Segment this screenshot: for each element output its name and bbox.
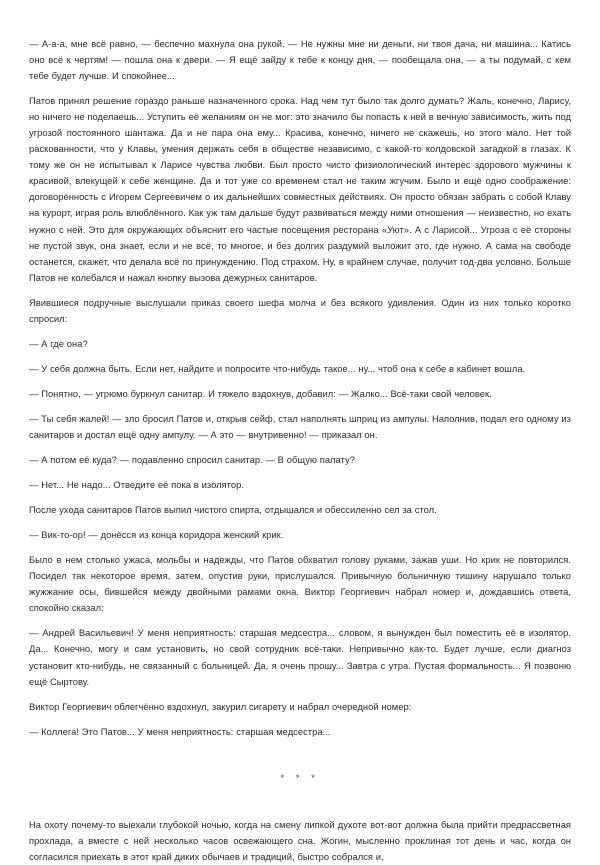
- body-text-column: [29, 36, 571, 865]
- paragraph: — Понятно, — угрюмо буркнул санитар. И тяжело вздохнув, добавил: — Жалко... Всё-таки свой человек.: [29, 387, 492, 399]
- paragraph: Патов принял решение гораздо раньше назначенного срока. Над чем тут было так долго думать? Жаль, конечно, Ларису, но ничего не поделаешь... Уступить её желаниям он не мог: это значило бы попасть к ней в вечную зависимость, жить под угрозой постоянного шантажа. Да и не пара она ему... Красива, конечно, ничего не скажешь, но этого мало. Нет той раскованности, что у Клавы, умения держать себя в обществе независимо, с какой-то колдовской загадкой в глазах. К тому же он не испытывал к Ларисе чувства любви. Был просто чисто физиологический интерес здорового мужчины к красивой, влекущей к себе женщине. Да и тот уже со временем стал не таким жгучим. Было и ещё одно соображение: договорённость с Игорем Сергеевичем о их дальнейших совместных действиях. Он просто обязан забрать с собой Клаву на курорт, играя роль влюблённого. Как уж там дальше будут развиваться между ними отношения — неизвестно, но ехать нужно с ней. Это для окружающих объяснит его частые посещения ресторана «Уют». А с Ларисой... Угроза с её стороны не пустой звук, она знает, если и не всё, то многое, и без долгих раздумий выложит это, где нужно. А сама на свободе останется, скажет, что делала всё по принуждению. Под страхом. Ну, в крайнем случае, получит год-два условно. Больше Патов не колебался и нажал кнопку вызова дежурных санитаров.: [29, 95, 571, 283]
- paragraph: Виктор Георгиевич облегчённо вздохнул, закурил сигарету и набрал очередной номер:: [29, 700, 412, 712]
- paragraph: — А-а-а, мне всё равно, — беспечно махнула она рукой. — Не нужны мне ни деньги, ни твоя дача, ни машина... Катись оно всё к чертям! — пошла она к двери. — Я ещё зайду к тебе к концу дня, — пообещала она, — а ты подумай, с кем тебе будет лучше. И спокойнее...: [29, 38, 571, 82]
- paragraph: — А потом её куда? — подавленно спросил санитар. — В общую палату?: [29, 454, 355, 466]
- paragraph: — Ты себя жалей! — зло бросил Патов и, открыв сейф, стал наполнять шприц из ампулы. Наполнив, подал его одному из санитаров и достал ещё одну ампулу. — А это — внутривенно! — приказал он.: [29, 412, 571, 440]
- paragraph: После ухода санитаров Патов выпил чистого спирта, отдышался и обессиленно сел за стол.: [29, 504, 437, 516]
- paragraph: — У себя должна быть. Если нет, найдите и попросите что-нибудь такое... ну... чтоб она к себе в кабинет вошла.: [29, 362, 526, 374]
- scene-break-divider: * * *: [280, 771, 320, 783]
- paragraph: Явившиеся подручные выслушали приказ своего шефа молча и без всякого удивления. Один из них только коротко спросил:: [29, 296, 571, 324]
- paragraph: На охоту почему-то выехали глубокой ночью, когда на смену липкой духоте вот-вот должна была прийти предрассветная прохлада, а вместе с ней несколько часов освежающего сна. Жогин, мысленно проклиная тот день и час, когда он согласился приехать в этот край диких обычаев и традиций, быстро собрался и,: [29, 818, 571, 862]
- paragraph: — Коллега! Это Патов... У меня неприятность: старшая медсестра...: [29, 725, 331, 737]
- paragraph: Было в нем столько ужаса, мольбы и надежды, что Патов обхватил голову руками, зажав уши. Но крик не повторился. Посидел так некоторое время, затем, опустив руки, прислушался. Привычную больничную тишину нарушало только жужжание осы, бившейся между двойными рамами окна. Виктор Георгиевич набрал номер и, дождавшись ответа, спокойно сказал:: [29, 554, 571, 614]
- paragraph: — Андрей Васильевич! У меня неприятность: старшая медсестра... словом, я вынужден был поместить её в изолятор. Да... Конечно, могу и сам установить, но свой сотрудник всё-таки. Непривычно как-то. Будет лучше, если диагноз установит кто-нибудь, не связанный с больницей. Да, я очень прошу... Завтра с утра. Пустая формальность... Я позвоню ещё Сыртову.: [29, 627, 571, 687]
- paragraph: — А где она?: [29, 337, 88, 349]
- paragraph: — Нет... Не надо... Отведите её пока в изолятор.: [29, 479, 244, 491]
- paragraph: — Вик-то-ор! — донёсся из конца коридора женский крик.: [29, 529, 284, 541]
- top-spacer: [29, 29, 571, 36]
